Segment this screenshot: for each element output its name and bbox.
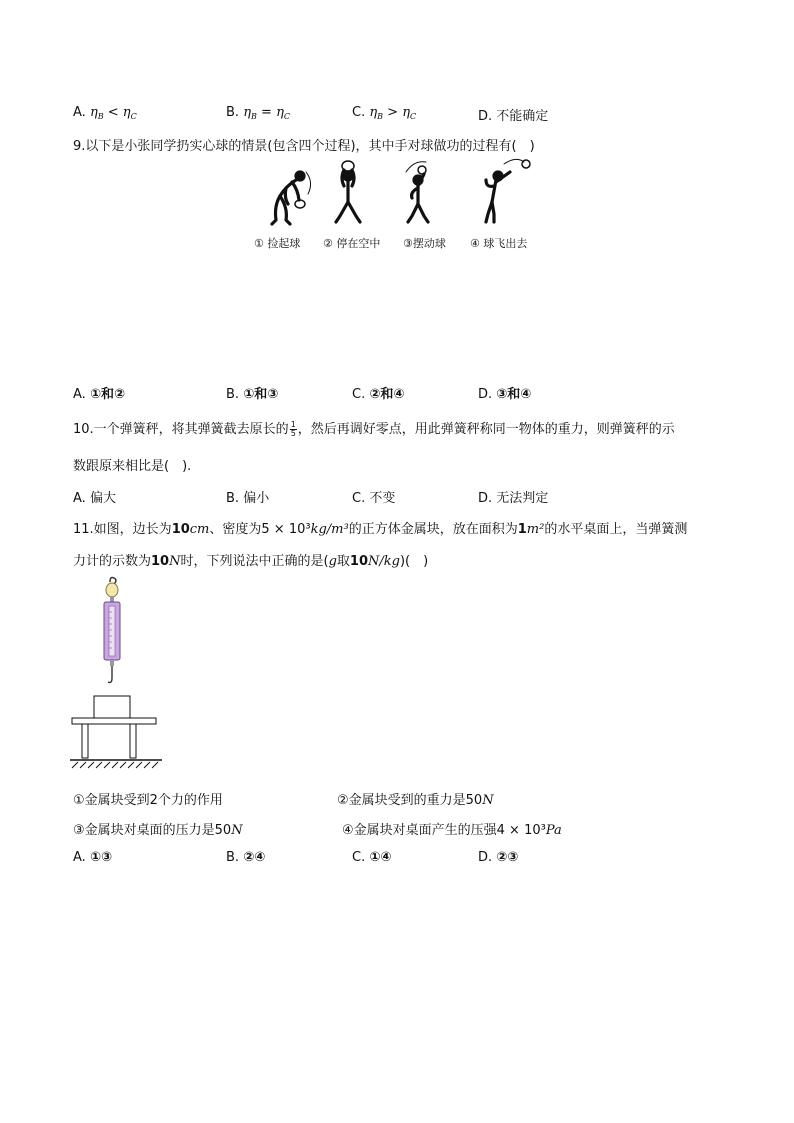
q11-statement-3: ③金属块对桌面的压力是50N <box>73 823 243 838</box>
q9-caption-1: ① 捡起球 <box>254 237 301 250</box>
q11-option-b: B. ②④ <box>226 850 266 865</box>
q11-question-line2: 力计的示数为10N时，下列说法中正确的是(g取10N/kg)( ) <box>73 554 429 569</box>
q9-caption-4: ④ 球飞出去 <box>470 237 528 250</box>
q10-option-c: C. 不变 <box>352 491 396 506</box>
stickman-swing-icon <box>406 162 428 222</box>
q9-option-d: D. ③和④ <box>478 387 532 402</box>
q10-option-a: A. 偏大 <box>73 491 116 506</box>
q11-statement-4: ④金属块对桌面产生的压强4 × 10³Pa <box>342 823 562 838</box>
q9-question-text: 9.以下是小张同学扔实心球的情景(包含四个过程)，其中手对球做功的过程有( ) <box>73 139 535 154</box>
q11-figure <box>68 576 168 772</box>
q9-figure <box>262 158 542 238</box>
q9-caption-3: ③摆动球 <box>403 237 446 250</box>
q10-fraction: $\frac{1}{5}$ <box>290 420 296 438</box>
stickman-pick-up-icon <box>272 172 311 224</box>
q11-option-c: C. ①④ <box>352 850 392 865</box>
q9-option-c: C. ②和④ <box>352 387 405 402</box>
q9-option-a: A. ①和② <box>73 387 125 402</box>
q8-option-b: B. $\eta_B = \eta_C$ <box>226 105 290 121</box>
metal-block-icon <box>94 696 130 718</box>
q11-statement-1: ①金属块受到2个力的作用 <box>73 793 223 808</box>
q10-question-line2: 数跟原来相比是( ). <box>73 459 192 474</box>
table-icon <box>72 718 156 758</box>
q11-option-a: A. ①③ <box>73 850 112 865</box>
q10-question-line1: 10.一个弹簧秤，将其弹簧截去原长的 $\frac{1}{5}$ ，然后再调好零点，用此弹簧秤称同一物体的重力，则弹簧秤的示 <box>73 420 675 438</box>
q8-option-a: A. $\eta_B < \eta_C$ <box>73 105 137 121</box>
q10-option-b: B. 偏小 <box>226 491 270 506</box>
q11-statement-2: ②金属块受到的重力是50N <box>337 793 494 808</box>
q11-question-line1: 11.如图，边长为10cm、密度为5 × 10³kg/m³的正方体金属块，放在面积为1m²的水平桌面上，当弹簧测 <box>73 522 688 537</box>
spring-scale-icon <box>104 578 120 683</box>
q11-option-d: D. ②③ <box>478 850 519 865</box>
q8-option-d: D. 不能确定 <box>478 109 549 124</box>
stickman-hold-icon <box>336 161 360 222</box>
q9-option-b: B. ①和③ <box>226 387 279 402</box>
q9-caption-2: ② 停在空中 <box>323 237 381 250</box>
ground-icon <box>70 760 162 768</box>
stickman-throw-icon <box>486 159 530 222</box>
q10-option-d: D. 无法判定 <box>478 491 549 506</box>
q8-option-c: C. $\eta_B > \eta_C$ <box>352 105 417 121</box>
